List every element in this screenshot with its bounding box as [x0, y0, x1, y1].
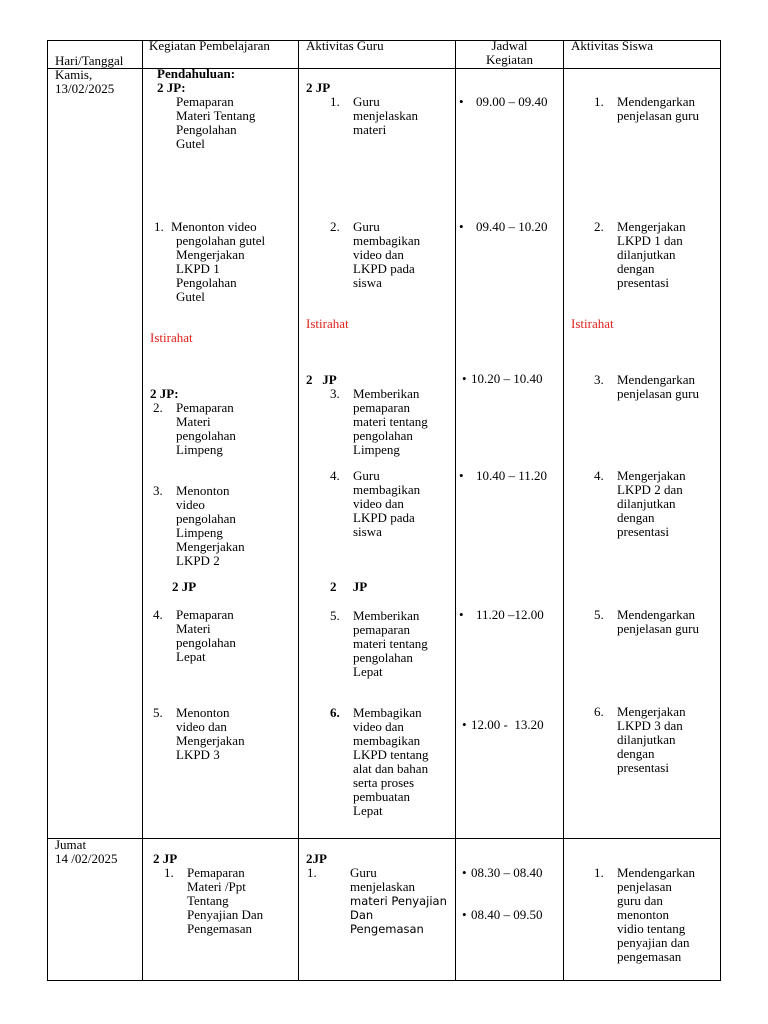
day1-guru-jp1: 2 JP	[306, 80, 331, 95]
day1-kegiatan-item-3: Menonton video pengolahan Limpeng Mengerjakan LKPD 2	[176, 483, 245, 568]
day1-jadwal-4: 10.40 – 11.20	[476, 468, 548, 483]
day1-guru-item-1: Guru menjelaskan materi	[353, 94, 418, 137]
day1-siswa-istirahat: Istirahat	[571, 316, 614, 331]
header-kegiatan-pembelajaran: Kegiatan Pembelajaran	[149, 38, 270, 53]
day2-siswa-num-1: 1.	[594, 865, 604, 880]
day2-jadwal-bullet-1: •	[462, 865, 467, 880]
day1-guru-jp2: 2 JP	[306, 372, 337, 387]
day1-siswa-num-2: 2.	[594, 219, 604, 234]
day2-guru-num-1: 1.	[307, 865, 317, 880]
day1-siswa-item-2: Mengerjakan LKPD 1 dan dilanjutkan dengan presentasi	[617, 219, 686, 290]
day1-jadwal-6: 12.00 - 13.20	[471, 717, 544, 732]
day1-siswa-item-4: Mengerjakan LKPD 2 dan dilanjutkan dengan presentasi	[617, 468, 686, 539]
day1-kegiatan-item-1b: pengolahan gutel Mengerjakan LKPD 1 Pengolahan Gutel	[176, 233, 266, 304]
day2-kegiatan-num-1: 1.	[164, 865, 174, 880]
column-divider-1	[142, 40, 143, 981]
day2-guru-jp: 2JP	[306, 851, 327, 866]
day1-siswa-item-1: Mendengarkan penjelasan guru	[617, 94, 699, 123]
day2-jadwal-2: 08.40 – 09.50	[471, 907, 543, 922]
day1-kegiatan-num-4: 4.	[153, 607, 163, 622]
day1-guru-item-3: Memberikan pemaparan materi tentang pengolahan Limpeng	[353, 386, 428, 457]
day1-siswa-item-5: Mendengarkan penjelasan guru	[617, 607, 699, 636]
day1-kegiatan-item-2: Pemaparan Materi pengolahan Limpeng	[176, 400, 236, 457]
day-row-divider	[47, 838, 721, 839]
column-divider-4	[563, 40, 564, 981]
day1-kegiatan-num-5: 5.	[153, 705, 163, 720]
day1-jadwal-5: 11.20 –12.00	[476, 607, 544, 622]
day1-guru-num-1: 1.	[330, 94, 340, 109]
day1-kegiatan-istirahat: Istirahat	[150, 330, 193, 345]
day1-guru-item-2: Guru membagikan video dan LKPD pada siswa	[353, 219, 421, 290]
day1-jadwal-bullet-1: •	[459, 94, 464, 109]
day1-kegiatan-num-2: 2.	[153, 400, 163, 415]
header-hari-tanggal: Hari/Tanggal	[55, 53, 124, 68]
day1-jadwal-bullet-5: •	[459, 607, 464, 622]
day1-siswa-item-6: Mengerjakan LKPD 3 dan dilanjutkan dengan presentasi	[617, 704, 686, 775]
day1-kegiatan-jp1: 2 JP:	[157, 80, 186, 95]
day1-kegiatan-item-0: Pemaparan Materi Tentang Pengolahan Gutel	[176, 94, 256, 151]
day1-jadwal-2: 09.40 – 10.20	[476, 219, 548, 234]
header-jadwal-kegiatan: Jadwal Kegiatan	[486, 38, 533, 67]
day1-siswa-num-1: 1.	[594, 94, 604, 109]
day1-siswa-num-4: 4.	[594, 468, 604, 483]
day1-siswa-item-3: Mendengarkan penjelasan guru	[617, 372, 699, 401]
day1-guru-num-6: 6.	[330, 705, 340, 720]
day1-jadwal-bullet-3: •	[462, 371, 467, 386]
table-border-right	[720, 40, 721, 981]
day1-jadwal-bullet-2: •	[459, 219, 464, 234]
header-row-divider	[47, 68, 721, 69]
day1-guru-istirahat: Istirahat	[306, 316, 349, 331]
day2-jadwal-1: 08.30 – 08.40	[471, 865, 543, 880]
header-aktivitas-guru: Aktivitas Guru	[306, 38, 384, 53]
day1-jadwal-1: 09.00 – 09.40	[476, 94, 548, 109]
day1-siswa-num-5: 5.	[594, 607, 604, 622]
day2-guru-item-1a: Guru menjelaskan	[350, 865, 415, 894]
day1-kegiatan-item-5: Menonton video dan Mengerjakan LKPD 3	[176, 705, 245, 762]
table-border-left	[47, 40, 48, 981]
day1-guru-item-6: Membagikan video dan membagikan LKPD tentang alat dan bahan serta proses pembuatan Lepat	[353, 705, 429, 818]
day1-date: Kamis, 13/02/2025	[55, 67, 115, 96]
day1-guru-item-4: Guru membagikan video dan LKPD pada siswa	[353, 468, 421, 539]
day1-siswa-num-3: 3.	[594, 372, 604, 387]
day1-kegiatan-jp3: 2 JP	[172, 579, 197, 594]
day1-guru-num-5: 5.	[330, 608, 340, 623]
day1-guru-num-3: 3.	[330, 386, 340, 401]
day1-jadwal-bullet-4: •	[459, 468, 464, 483]
column-divider-2	[298, 40, 299, 981]
day2-kegiatan-jp: 2 JP	[153, 851, 178, 866]
day1-pendahuluan-label: Pendahuluan:	[157, 66, 236, 81]
header-aktivitas-siswa: Aktivitas Siswa	[571, 38, 653, 53]
column-divider-3	[455, 40, 456, 981]
day1-guru-num-4: 4.	[330, 468, 340, 483]
day1-guru-jp3: 2 JP	[330, 579, 368, 594]
day1-guru-item-5: Memberikan pemaparan materi tentang pengolahan Lepat	[353, 608, 428, 679]
day1-kegiatan-item-4: Pemaparan Materi pengolahan Lepat	[176, 607, 236, 664]
day2-date: Jumat 14 /02/2025	[55, 837, 118, 866]
day1-kegiatan-num-1: 1.	[154, 219, 164, 234]
day1-jadwal-bullet-6: •	[462, 717, 467, 732]
day2-siswa-item-1: Mendengarkan penjelasan guru dan menonton vidio tentang penyajian dan pengemasan	[617, 865, 695, 964]
day1-kegiatan-jp2: 2 JP:	[150, 386, 179, 401]
day2-jadwal-bullet-2: •	[462, 907, 467, 922]
day1-kegiatan-num-3: 3.	[153, 483, 163, 498]
day1-guru-num-2: 2.	[330, 219, 340, 234]
day1-siswa-num-6: 6.	[594, 704, 604, 719]
day2-kegiatan-item-1: Pemaparan Materi /Ppt Tentang Penyajian Dan Pengemasan	[187, 865, 264, 936]
day1-kegiatan-item-1a: Menonton video	[171, 219, 257, 234]
day2-guru-item-1b: materi Penyajian Dan Pengemasan	[350, 894, 447, 936]
day1-jadwal-3: 10.20 – 10.40	[471, 371, 543, 386]
table-border-bottom	[47, 980, 721, 981]
